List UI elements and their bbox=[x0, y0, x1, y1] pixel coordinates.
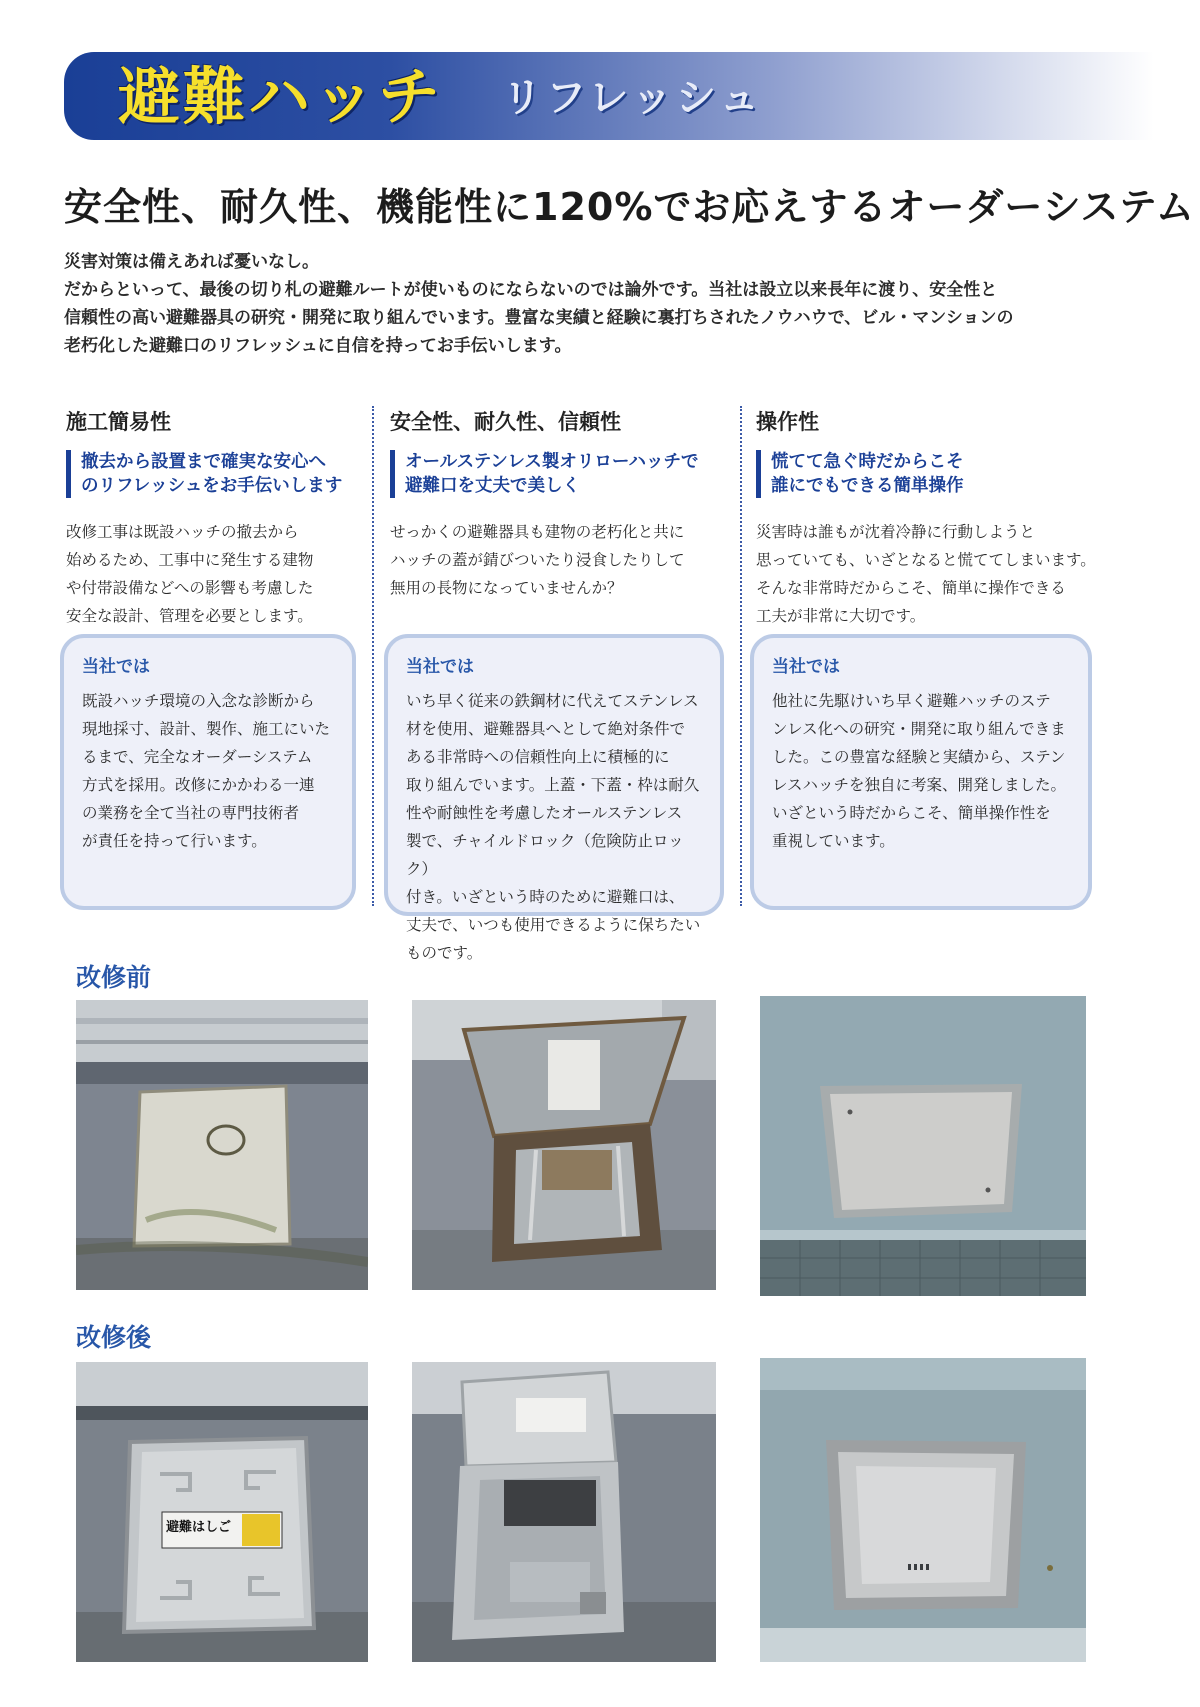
before-photo-hatch-dirty bbox=[76, 1000, 368, 1290]
page-headline: 安全性、耐久性、機能性に120%でお応えするオーダーシステム bbox=[64, 185, 1195, 229]
after-photo-ceiling-stainless bbox=[760, 1358, 1086, 1662]
after-photo-stainless-hatch bbox=[76, 1362, 368, 1662]
box-title: 当社では bbox=[82, 657, 150, 677]
column-lead: オールステンレス製オリローハッチで 避難口を丈夫で美しく bbox=[390, 450, 730, 498]
column-safety bbox=[390, 406, 730, 602]
column-text: 災害時は誰もが沈着冷静に行動しようと 思っていても、いざとなると慌ててしまいます。 そんな非常時だからこそ、簡単に操作できる 工夫が非常に大切です。 bbox=[756, 523, 1096, 625]
column-operability bbox=[756, 406, 1096, 630]
column-divider bbox=[740, 406, 742, 906]
box-title: 当社では bbox=[406, 657, 474, 677]
intro-line: 災害対策は備えあれば憂いなし。 bbox=[64, 252, 319, 272]
before-photo-hatch-open bbox=[412, 1000, 716, 1290]
box-text: いち早く従来の鉄鋼材に代えてステンレス 材を使用、避難器具へとして絶対条件で ある非常時への信頼性向上に積極的に 取り組んでいます。上蓋・下蓋・枠は耐久 性や耐蝕性を考慮したオールステンレス 製で、チャイルドロック（危険防止ロック） 付き。いざという時のために避難口は、 丈夫で、いつも使用できるように保ちたい ものです。 bbox=[406, 692, 701, 962]
intro-paragraph bbox=[64, 248, 1124, 360]
before-photo-ceiling-hatch bbox=[760, 996, 1086, 1296]
banner-subtitle: リフレッシュ bbox=[502, 75, 764, 121]
box-title: 当社では bbox=[772, 657, 840, 677]
column-divider bbox=[372, 406, 374, 906]
box-text: 既設ハッチ環境の入念な診断から 現地採寸、設計、製作、施工にいた るまで、完全なオーダーシステム 方式を採用。改修にかかわる一連 の業務を全て当社の専門技術者 が責任を持って行います。 bbox=[82, 692, 331, 850]
column-text: 改修工事は既設ハッチの撤去から 始めるため、工事中に発生する建物 や付帯設備などへの影響も考慮した 安全な設計、管理を必要とします。 bbox=[66, 523, 314, 625]
intro-line: だからといって、最後の切り札の避難ルートが使いものにならないのでは論外です。当社は設立以来長年に渡り、安全性と bbox=[64, 280, 998, 300]
banner-title: 避難ハッチ bbox=[118, 60, 444, 133]
company-box-operability bbox=[750, 634, 1092, 910]
intro-line: 老朽化した避難口のリフレッシュに自信を持ってお手伝いします。 bbox=[64, 336, 572, 356]
after-label: 改修後 bbox=[76, 1323, 152, 1352]
column-heading: 操作性 bbox=[756, 410, 819, 434]
ladder-sign-label: 避難はしご bbox=[166, 1520, 232, 1535]
after-photo-hatch-open bbox=[412, 1362, 716, 1662]
company-box-safety bbox=[384, 634, 724, 962]
intro-line: 信頼性の高い避難器具の研究・開発に取り組んでいます。豊富な実績と経験に裏打ちされたノウハウで、ビル・マンションの bbox=[64, 308, 1014, 328]
column-construction bbox=[66, 406, 356, 630]
column-heading: 安全性、耐久性、信頼性 bbox=[390, 410, 621, 434]
before-label: 改修前 bbox=[76, 963, 152, 992]
box-text: 他社に先駆けいち早く避難ハッチのステ ンレス化への研究・開発に取り組んできま した。この豊富な経験と実績から、ステン レスハッチを独自に考案、開発しました。 いざという時だからこそ、簡単操作性を 重視しています。 bbox=[772, 692, 1067, 850]
column-lead: 撤去から設置まで確実な安心へ のリフレッシュをお手伝いします bbox=[66, 450, 356, 498]
column-heading: 施工簡易性 bbox=[66, 410, 171, 434]
company-box-construction bbox=[60, 634, 356, 910]
column-lead: 慌てて急ぐ時だからこそ 誰にでもできる簡単操作 bbox=[756, 450, 1096, 498]
column-text: せっかくの避難器具も建物の老朽化と共に ハッチの蓋が錆びついたり浸食したりして 無用の長物になっていませんか？ bbox=[390, 523, 685, 597]
